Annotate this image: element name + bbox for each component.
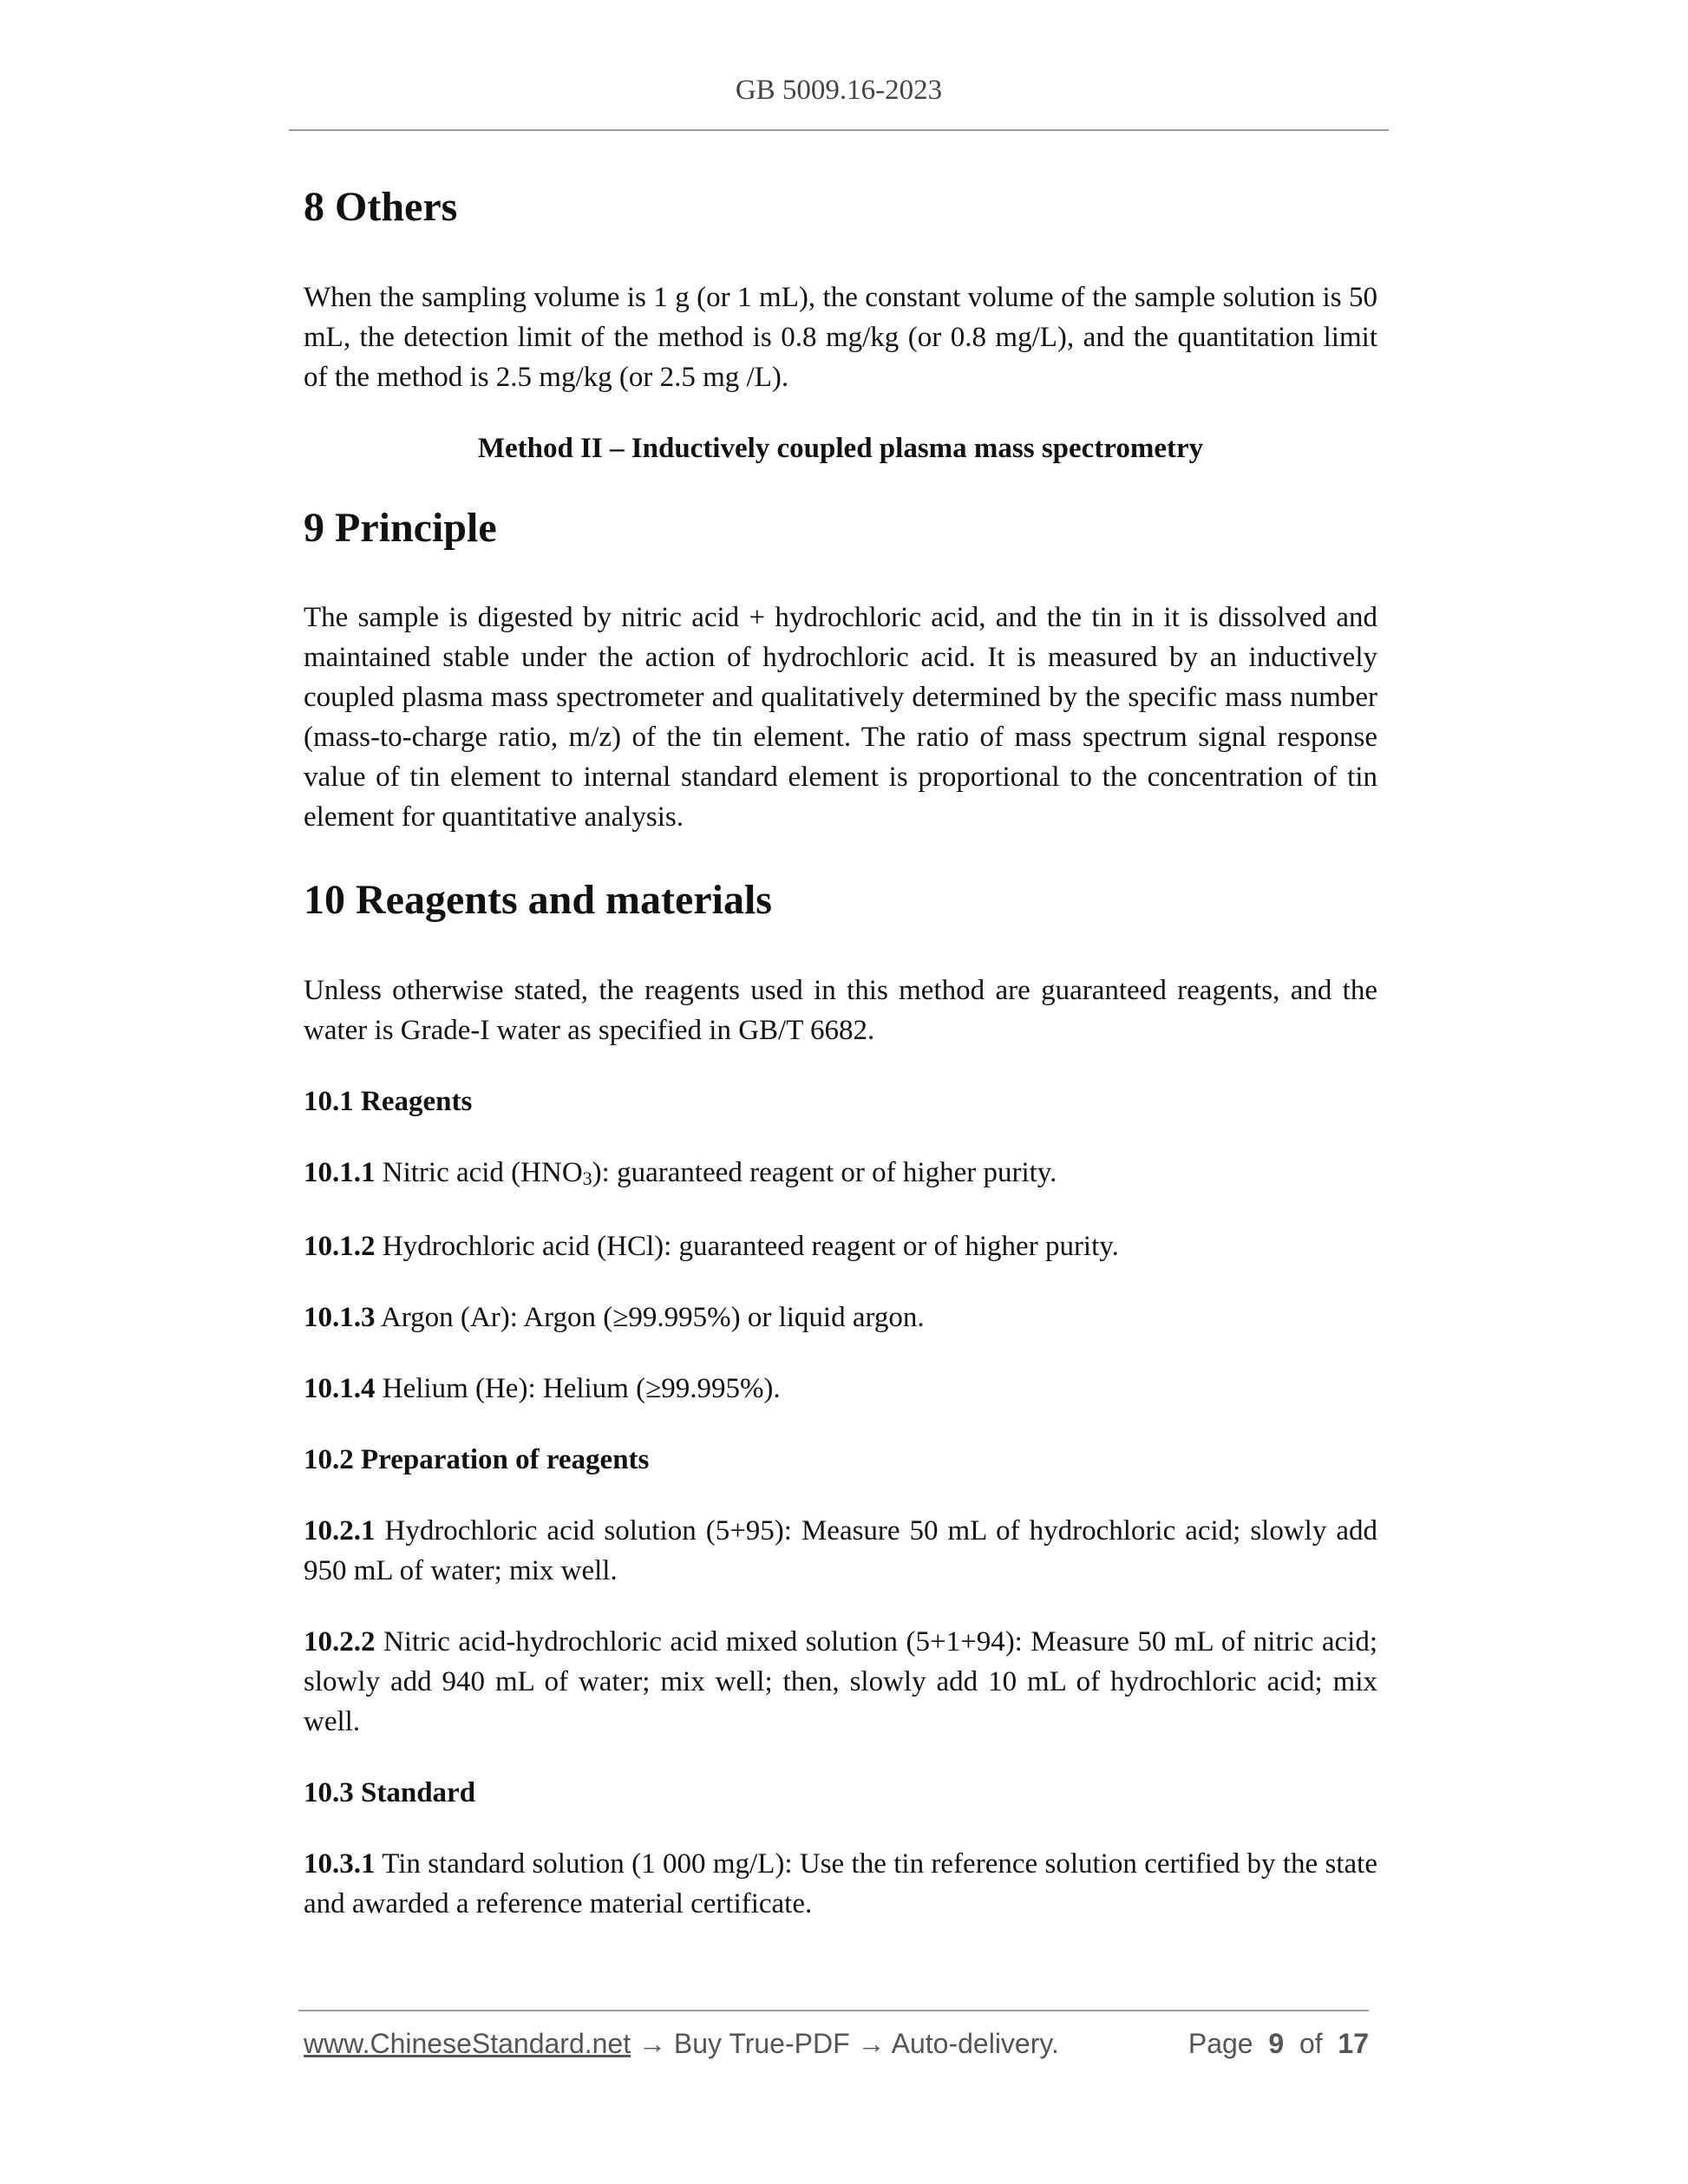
section-10-heading: 10 Reagents and materials xyxy=(304,877,772,924)
item-10-3-1 xyxy=(304,1844,1377,1924)
item-10-2-1 xyxy=(304,1511,1377,1591)
section-10-3-title: 10.3 Standard xyxy=(304,1776,476,1808)
item-10-1-1 xyxy=(304,1153,1377,1195)
item-text: Argon (Ar): Argon (≥99.995%) or liquid argon. xyxy=(375,1301,925,1333)
item-number: 10.3.1 xyxy=(304,1847,376,1880)
page-label: Page xyxy=(1187,2028,1253,2059)
section-9-heading: 9 Principle xyxy=(304,504,497,551)
footer-promo-text: → Buy True-PDF → Auto-delivery. xyxy=(631,2028,1059,2059)
page-total: 17 xyxy=(1338,2028,1369,2059)
item-number: 10.2.2 xyxy=(304,1625,376,1658)
subscript: 3 xyxy=(582,1167,592,1189)
item-number: 10.2.1 xyxy=(304,1514,376,1546)
page-number: 9 xyxy=(1268,2028,1285,2059)
item-10-1-2 xyxy=(304,1226,1377,1266)
item-number: 10.1.1 xyxy=(304,1156,376,1188)
method-ii-title: Method II – Inductively coupled plasma mass spectrometry xyxy=(477,432,1204,464)
section-10-2-title: 10.2 Preparation of reagents xyxy=(304,1443,650,1475)
of-label: of xyxy=(1299,2028,1323,2059)
item-text: Helium (He): Helium (≥99.995%). xyxy=(375,1372,781,1404)
item-number: 10.1.4 xyxy=(304,1372,376,1404)
item-text: Tin standard solution (1 000 mg/L): Use the tin reference solution certified by the state and awarded a reference material certificate. xyxy=(304,1847,1377,1919)
item-10-2-2 xyxy=(304,1622,1377,1742)
item-text: Nitric acid (HNO xyxy=(375,1156,583,1188)
chinesestandard-link[interactable]: www.ChineseStandard.net xyxy=(304,2028,631,2059)
item-text: Hydrochloric acid solution (5+95): Measure 50 mL of hydrochloric acid; slowly add 950 mL of water; mix well. xyxy=(304,1514,1377,1586)
item-10-1-4 xyxy=(304,1369,1377,1409)
footer-promo xyxy=(304,2028,1059,2060)
item-text: Nitric acid-hydrochloric acid mixed solution (5+1+94): Measure 50 mL of nitric acid; slowly add 940 mL of water; mix well; then, slowly add 10 mL of hydrochloric acid; mix well. xyxy=(304,1625,1377,1737)
section-10-1-title: 10.1 Reagents xyxy=(304,1085,473,1117)
item-text: Hydrochloric acid (HCl): guaranteed reagent or of higher purity. xyxy=(375,1230,1119,1262)
page-footer xyxy=(304,2028,1369,2060)
item-number: 10.1.2 xyxy=(304,1230,376,1262)
section-9-body: The sample is digested by nitric acid + hydrochloric acid, and the tin in it is dissolved and maintained stable under the action of hydrochloric acid. It is measured by an inductively coupled plasma mass spectrometer and qualitatively determined by the specific mass number (mass-to-charge ratio, m/z) of the tin element. The ratio of mass spectrum signal response value of tin element to internal standard element is proportional to the concentration of tin element for quantitative analysis. xyxy=(304,602,1377,834)
item-10-1-3 xyxy=(304,1298,1377,1337)
header-divider xyxy=(289,129,1389,131)
section-8-heading: 8 Others xyxy=(304,184,458,230)
page-content xyxy=(304,173,1377,1924)
item-text: ): guaranteed reagent or of higher purity. xyxy=(592,1156,1057,1188)
header-doc-id: GB 5009.16-2023 xyxy=(735,75,943,106)
footer-divider xyxy=(298,2010,1369,2011)
section-10-intro: Unless otherwise stated, the reagents used in this method are guaranteed reagents, and the water is Grade-I water as specified in GB/T 6682. xyxy=(304,974,1377,1046)
section-8-body: When the sampling volume is 1 g (or 1 mL), the constant volume of the sample solution is 50 mL, the detection limit of the method is 0.8 mg/kg (or 0.8 mg/L), and the quantitation limit of the method is 2.5 mg/kg (or 2.5 mg /L). xyxy=(304,281,1377,393)
page-indicator xyxy=(1188,2028,1369,2060)
item-number: 10.1.3 xyxy=(304,1301,376,1333)
